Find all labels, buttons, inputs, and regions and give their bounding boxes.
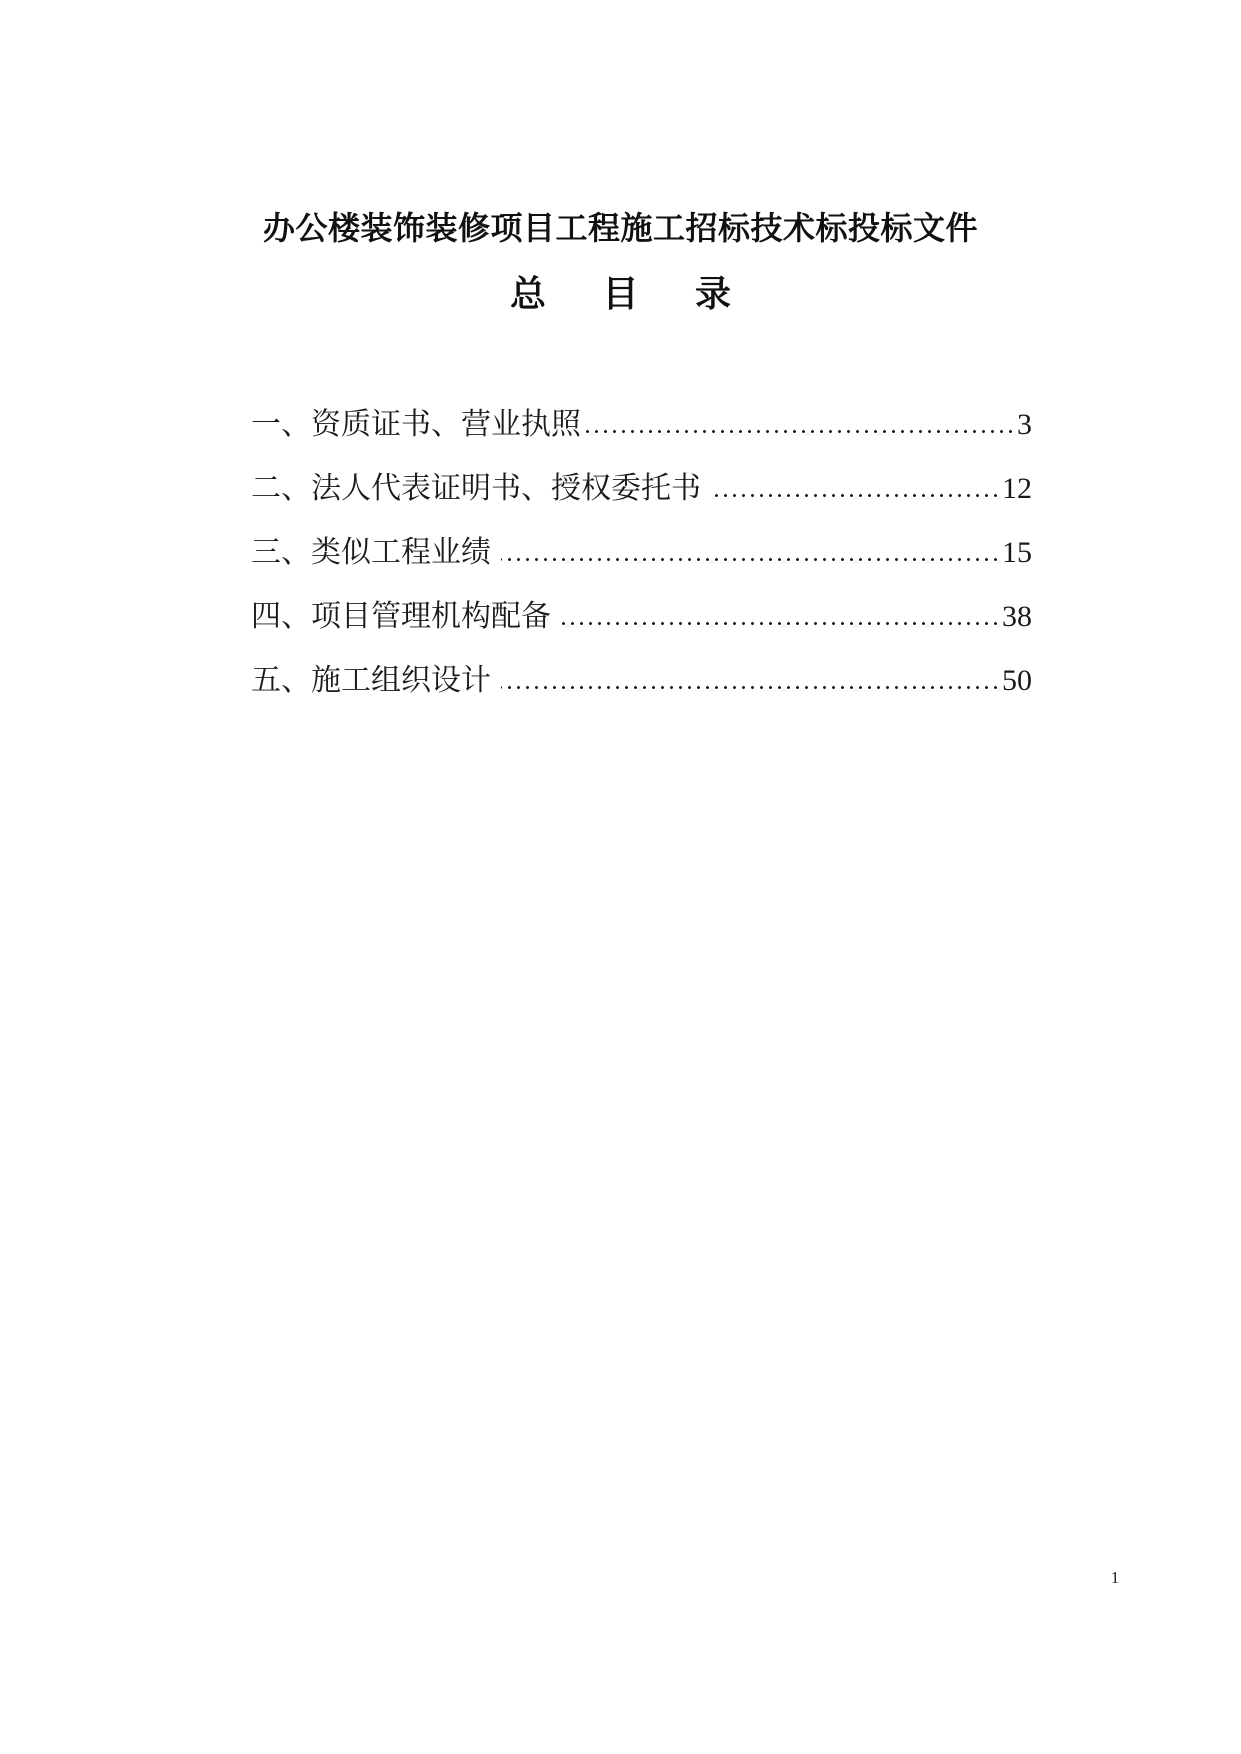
toc-entry-label: 三、类似工程业绩 [251,535,491,570]
toc-entry-page: 15 [1002,536,1032,569]
toc-dot-leader [581,402,1015,466]
toc-entry-label: 二、法人代表证明书、授权委托书 [251,471,701,506]
document-title: 办公楼装饰装修项目工程施工招标技术标投标文件 [262,209,978,247]
toc-dot-leader [501,658,1000,722]
toc-entry-1[interactable] [251,402,1032,466]
toc-entry-page: 50 [1002,664,1032,697]
toc-dot-leader [711,466,1000,530]
table-of-contents [251,402,1032,722]
toc-entry-page: 38 [1002,600,1032,633]
toc-entry-label: 一、资质证书、营业执照 [251,407,581,442]
toc-dot-leader [501,530,1000,594]
toc-entry-page: 3 [1017,408,1032,441]
toc-entry-page: 12 [1002,472,1032,505]
toc-heading: 总 目 录 [509,274,754,315]
toc-entry-5[interactable] [251,658,1032,722]
toc-entry-label: 五、施工组织设计 [251,663,491,698]
toc-entry-4[interactable] [251,594,1032,658]
toc-dot-leader [561,594,1000,658]
toc-entry-3[interactable] [251,530,1032,594]
toc-entry-2[interactable] [251,466,1032,530]
toc-entry-label: 四、项目管理机构配备 [251,599,551,634]
page-number: 1 [1110,1568,1120,1587]
